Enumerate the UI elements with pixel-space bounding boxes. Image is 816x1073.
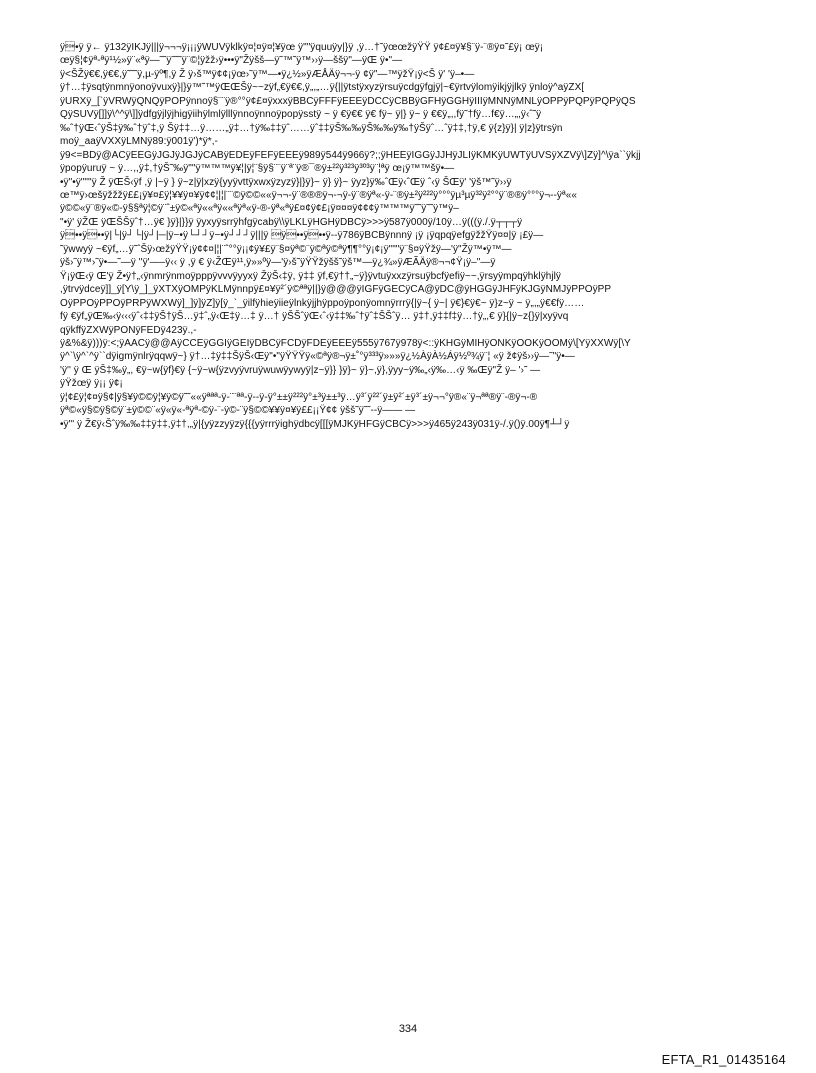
text-line: ÿª©«ÿ§©ÿ§©ÿ¨±ÿ©©¨«ÿ«ÿ«-ªÿª-©ÿ-¨-ÿ©-¨ÿ§©©¥¥ÿ¤¥ÿ££¡¡Ÿ¢¢ ÿšš˜ÿ˜˜--ÿ—— —: [60, 405, 416, 417]
text-line: ÿ^`\ÿ^`^ÿ``dÿigmÿnlrÿqqwÿ~} ÿ†…‡ÿ‡‡ŠÿŠ‹Œÿ"•"ÿŸŸŸÿ«©ªÿ®¬ÿ±˚°ÿ³³³ÿ»»»ÿ¿½ÀÿÀ½Áÿ½º¾ÿ¨¦ «ÿ ž¢ÿš››ÿ—˜"ÿ•—: [60, 351, 575, 363]
text-line: ÿ•ÿ ÿ← ÿ132ÿIKJÿ|||ÿ¬¬¬ÿ¡¡¡ÿWUVÿklkÿ¤¦¤ÿ¤¦¥ÿœ ÿ""ÿquuÿy|}ÿ ,ÿ…†˜ÿœœžÿŸŸ ÿ¢£¤ÿ¥§¨ÿ-¨®ÿ¤˜£ÿ¡ œÿ¡: [60, 42, 544, 53]
text-line: œ™ÿ›œšÿžžžÿ££¡ÿ¥¤£ÿ¦¥¥ÿ¤¥ÿ¢¢¦|¦|¨¨©ÿ©©««ÿ¬¬-ÿ¨®®®ÿ¬-¬ÿ-ÿ¨®ÿª«-ÿ-¨®ÿ±²ÿ²²²ÿ°°°ÿµ³µÿ³²ÿ²°°ÿ¨®®ÿ°°°ÿ¬--ÿª««: [60, 189, 577, 201]
text-line: ÿpopÿuruÿ ~ ÿ…,,ÿ‡,†ÿŠ˜‰ÿ""ÿ™™™ÿ¥¦|ÿ¦¨§ÿ§¨¨ÿ¨ª¨ÿ®¯®ÿ±²²ÿ³²³ÿ³º³ÿ¨¦ªÿ œ¡ÿ™™šÿ•—: [60, 163, 455, 175]
text-line: ÿURXÿ_[`ÿVRWÿQNQÿPOPÿnnoÿ§¨¨ÿ®°°ÿ¢£¤ÿxxxÿBBCÿFFFÿEEEÿDCCÿCBBÿGFHÿGGHÿIIIÿMNNÿMNLÿOPPÿPQPÿPQPÿQS: [60, 95, 636, 107]
text-line: ÿ†…‡ÿsqtÿnmnÿonoÿvuxÿ}|}ÿ™˜™ÿŒŒŠÿ~~zÿf„€ÿ€€,ÿ„,„…ÿ{||ÿtstÿxyzÿrsuÿcdgÿfgjÿ|~€ÿrtvÿlomÿikjÿjlkÿ ÿnloÿ^aÿZX[: [60, 82, 585, 94]
text-line: ÿŸžœÿ ÿ¡¡ ÿ¢¡: [60, 378, 123, 390]
text-line: ÿ<ŠŽÿ€€,ÿ€€,ÿ˜˜˜ÿ,µ-ÿº¶,ÿ Ž ÿ›š™ÿ¢¢¡ÿœ›˜ÿ™—•ÿ¿½»ÿÆÅÄÿ¬¬-ÿ ¢ÿ"—™ÿžŸ¡ÿ<Š ÿ' 'ÿ–•—: [60, 68, 475, 80]
text-line: ÿ9<=BDÿ@ACÿEEGÿJGJÿJGJÿCABÿEDEÿFEFÿEEEÿ989ÿ544ÿ966ÿ?;;ÿHEEÿIGGÿJJHÿJLIÿKMKÿUWTÿUVSÿXZVÿ\]Zÿ]^\ÿa``ÿkjj: [60, 149, 641, 161]
page-number: 334: [398, 1023, 418, 1035]
text-line: OÿPPOÿPPOÿPRPÿWXWÿ]_]ÿ]ÿZ]ÿ[ÿ_`_ÿilfÿhieÿiieÿlnkÿjjhÿppoÿponÿomnÿrrrÿ{|ÿ~{ ÿ~| ÿ€}€ÿ€~ ÿ}z~ÿ ~ ÿ„,„ÿ€€fÿ……: [60, 297, 585, 309]
text-line: ÿ©©«ÿ¨®ÿ«©-ÿ§§ªÿ¦©ÿ¨ˆ±ÿ©«ªÿ««ªÿ««ªÿª«ÿ-®-ÿª«ªÿ£¤¢ÿ¢£¡ÿ¤¤¤ÿ¢¢¢ÿ™™™ÿ˜˜ÿ˜˜ÿ™ÿ–: [60, 203, 459, 215]
text-line: QÿSUVÿ[]]ÿ\^^ÿ\]]ÿdfgÿjlÿjhigÿiihÿlmlÿlllÿnnoÿnnoÿpopÿsstÿ ~ ÿ €ÿ€€ ÿ€ fÿ~ ÿ|} ÿ~ ÿ €€ÿ„,,fÿ˜†fÿ…f€ÿ…„,ÿ‹ˆ˜ÿ: [60, 109, 542, 121]
text-line: ÿ&%&ÿ)))ÿ:<;ÿAACÿ@@AÿCCEÿGGIÿGEIÿDBCÿFCDÿFDEÿEEEÿ555ÿ767ÿ978ÿ<::ÿKHGÿMIHÿONKÿOOKÿOOMÿ\[YÿXXWÿ[\Y: [60, 337, 631, 349]
text-line: fÿ €ÿf„ÿŒ‰‹ÿ‹‹‹ÿˆ‹‡‡ÿŠ†ÿŠ…ÿ‡ˆ„ÿ‹Œ‡ÿ…‡ ÿ…† ÿŠŠˆÿŒ‹ˆ‹ÿ‡‡‰ˆ†ÿˆ‡ŠŠˆÿ… ÿ‡†,ÿ‡‡f‡ÿ…†ÿ„,€ ÿ}{|ÿ~z{}ÿ|xyÿvq: [60, 311, 569, 323]
garbled-text-block: [60, 41, 760, 431]
text-line: qÿkffÿZXWÿPONÿFEDÿ423ÿ.,-: [60, 324, 197, 336]
text-line: •ÿ"' ÿ Ž€ÿ‹Šˆÿ‰‰‡‡ÿ‡‡,ÿ‡†,„ÿ|{yÿzzyÿzÿ{{{yÿrrrÿighÿdbcÿ[[[ÿMJKÿHFGÿCBCÿ>>>ÿ465ÿ243ÿ031ÿ-/.ÿ()ÿ.00ÿ¶┴┘ÿ: [60, 418, 570, 430]
text-line: ,ÿtrvÿdceÿ]]_ÿ[Y\ÿ_]_ÿXTXÿOMPÿKLMÿnnpÿ£¤¥ÿ²´ÿ©ªªÿ||}ÿ@@@ÿIGFÿGECÿCA@ÿDC@ÿHGGÿJHFÿKJGÿNMJÿPPOÿPP: [60, 284, 612, 296]
text-line: 'ÿ'' ÿ Œ ÿŠ‡‰ÿ„, €ÿ~w{ÿf}€ÿ {~ÿ~w{ÿzvyÿvruÿwuwÿywyÿ|z~ÿ}} }ÿ}~ ÿ}~,ÿ},ÿyy~ÿ‰„‹ÿ‰…‹ÿ ‰Œÿ"Ž ÿ– '›˜ —: [60, 364, 541, 376]
text-line: Ÿ¡ÿŒ‹ÿ Œ'ÿ Ž•ÿ†„‹ÿnmrÿnmoÿpppÿvvvÿyyxÿ ŽÿŠ‹‡ÿ, ÿ‡‡ ÿf,€ÿ††„~ÿ}ÿvtuÿxxzÿrsuÿbcfÿefiÿ~~,ÿrsyÿmpqÿhklÿhjlÿ: [60, 270, 561, 282]
text-line: ‰ˆ†ÿŒ‹ˆÿŠ‡ÿ‰ˆ†ÿˆ‡,ÿ Šÿ‡‡…ÿ……„ÿ‡…†ÿ‰‡‡ÿˆ……ÿˆ‡‡ÿŠ‰‰ÿŠ‰‰ÿ‰†ÿŠÿˆ…ˆÿ‡‡,†ÿ,€ ÿ{z}ÿ}| ÿ|z}ÿtrsÿn: [60, 122, 563, 134]
document-id: EFTA_R1_01435164: [661, 1052, 786, 1067]
text-line: œÿ§¦¢ÿª-ªÿ¹½»ÿ¨«ªÿ—˜˜ÿ˜˜˜ÿ¨©¦ÿžž›ÿ•••ÿ"Žÿšš—ÿ˜™˜ÿ™››ÿ—ššÿ"—ÿŒ ÿ•"—: [60, 55, 403, 67]
text-line: "•ÿ' ÿŽŒ ÿŒŠŠÿˆ†…ÿ€ }ÿ}|}}ÿ ÿyxyÿsrrÿhfgÿcabÿ\\ÿLKLÿHGHÿDBCÿ>>>ÿ587ÿ000ÿ/10ÿ…ÿ(((ÿ./.ÿ┬┬┬ÿ: [60, 216, 523, 228]
text-line: •ÿ"•ÿ"""ÿ Ž ÿŒŠ‹ÿf ,ÿ |~ÿ } ÿ~z|ÿ|xzÿ{yyÿvttÿxwxÿzyzÿ}|}ÿ}~ ÿ} ÿ}~ ÿyz}ÿ‰ˆŒÿ‹ˆŒÿ ˆ‹ÿ ŠŒÿ' 'ÿš™˜ÿ››ÿ: [60, 176, 512, 188]
text-line: moÿ_aaÿVXXÿLMNÿ89:ÿ001ÿ')*ÿ*,-: [60, 136, 218, 148]
text-line: ÿ¦¢£ÿ¦¢¤ÿ§¢|ÿ§¥ÿ©©ÿ¦¥ÿ©ÿ˜˜««ÿªªª-ÿ-¨¨ªª-ÿ--ÿ-ÿ°±±ÿ²²²ÿ°±³ÿ±±³ÿ…ÿ³´ÿ²²´ÿ±ÿ²´±ÿ³´±ÿ¬¬°ÿ®«¨ÿ¬ªª®ÿ¨-®ÿ¬-®: [60, 391, 538, 403]
text-line: ÿ••ÿ••ÿ|└|ÿ┘└|ÿ┘|─|ÿ−•ÿ└┘┘ÿ−•ÿ┘┘┘ÿ|||ÿ ÿ••ÿ••ÿ--ÿ786ÿBCBÿnnnÿ ¡ÿ ¡ÿqpqÿefgÿžžŸÿ¤¤|ÿ ¡£ÿ—: [60, 230, 544, 242]
text-line: ÿš›˜ÿ™›˜ÿ•—˜—ÿ ''ÿ'—–ÿ‹‹ ÿ ,ÿ € ÿ‹ŽŒÿ¹¹,ÿ»»ºÿ—'ÿ›š˜ÿŸŸžÿšš˜ÿš™—ÿ¿¾»ÿÆÃÄÿ®¬¬¢Ÿ¡ÿ–"—ÿ: [60, 257, 496, 269]
text-line: ˜ÿwwyÿ ~€ÿf„…ÿ˜ˆŠÿ›œžÿŸŸ¡ÿ¢¢¤|¦|¨ˆ°°ÿ¡¡¢ÿ¥£ÿ¨§¤ÿª©¨ÿ©ªÿ©ªÿ¶¶°°ÿ¡¢¡ÿ"""ÿ¨§¤ÿŸžÿ—'ÿ"Žÿ™•ÿ™—: [60, 243, 512, 255]
